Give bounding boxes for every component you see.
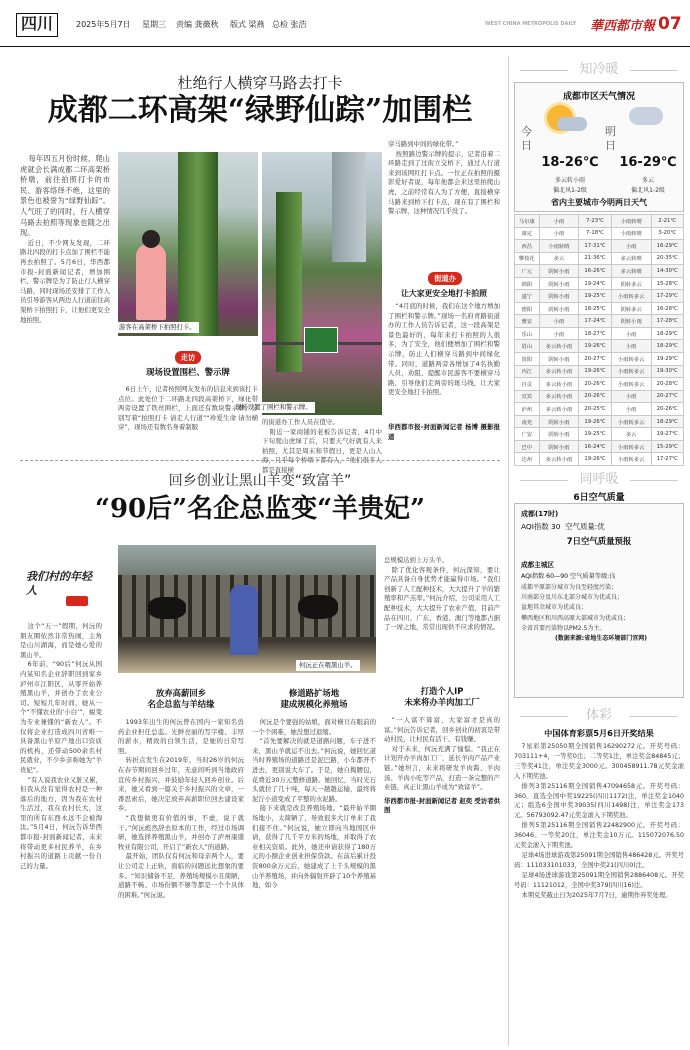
story1-para: 按照路边警示牌的提示，记者沿着二环路走到了过街立交桥下，通过人行道来到该网红打卡点。一位正在拍照的摄影爱好者说，每年他都会来这里拍爬山虎，之前经常有人为了方便，直接横穿马路来到桥下打卡点，现在有了围栏和警示牌，这种情况几乎没了。 (388, 149, 500, 216)
city-weather-cell: 广元 (515, 265, 540, 278)
tomorrow-temp: 16-29℃ (619, 155, 677, 170)
editor-credit: 责编 龚薇秋 (176, 20, 219, 29)
story1-headline: 成都二环高架“绿野仙踪”加围栏 (47, 93, 473, 128)
cloud-icon (557, 117, 587, 131)
city-weather-cell: 多云转小雨 (539, 453, 579, 466)
city-weather-cell: 小雨 (539, 227, 579, 240)
city-weather-row (515, 315, 684, 328)
city-weather-cell: 小雨 (611, 240, 651, 253)
city-weather-cell: 小雨 (611, 340, 651, 353)
lottery-title: 中国体育彩票5月6日开奖结果 (544, 728, 654, 738)
city-weather-cell: 多云转小雨 (539, 378, 579, 391)
story2-para: 何沅是个要强的姑娘，面对横亘在眼前的一个个困难，她没想过退缩。 (252, 718, 376, 736)
air-panel (514, 503, 684, 698)
lottery-results (514, 742, 684, 1042)
city-weather-cell: 17-31℃ (579, 240, 611, 253)
city-weather-cell: 18-25℃ (579, 302, 611, 315)
forecast-line: 川南部分及川东北部分城市为优或良； (521, 594, 624, 602)
city-weather-cell: 小雨 (539, 215, 579, 228)
story2-para: 最开始，团队仅有何沅和母亲两个人，要让公司走上正轨，面临的问题远比想象的要多。“知识储备不足，养殖场规模小且简陋，道路不畅、市场份额不够等都是一个个具体的困难。”何沅说。 (118, 852, 244, 899)
city-weather-cell: 多云转小雨 (539, 365, 579, 378)
story2-headline: “90后”名企总监变“羊贵妃” (94, 494, 425, 524)
lottery-item: 排列5第25116期全国销售22482900元。开奖号码：36046。一等奖20注，单注奖金10万元。115072076.50元奖金滚入下期奖池。 (514, 822, 684, 850)
city-weather-row (515, 440, 684, 453)
story2-intro (20, 622, 102, 1042)
story2-para: “有人说我农业又脏又累，但我从没有觉得农村是一种落后的地方，因为我在农村生活过，我在农村长大，这里的所有东西永远不会被淘汰。”5月4日，何沅告诉华西都市报-封面新闻记者，未来将带动更多村民养羊，在乡村振兴的道路上贡献一份自己的力量。 (20, 775, 102, 870)
story2-kicker: 回乡创业让黑山羊变“致富羊” (168, 473, 352, 489)
city-weather-cell: 阴转小雨 (539, 277, 579, 290)
city-weather-cell: 小雨转多云 (611, 353, 651, 366)
city-weather-cell: 19-26℃ (579, 415, 611, 428)
city-weather-cell: 阴转多云 (611, 302, 651, 315)
story2-para: 6年前，“90后”何沅从国内某知名企业辞职回到家乡泸州市江阳区，从零开始养殖黑山羊，并创办了农业公司。短短几年时间，她从一个“不懂农业的‘小白’”，蜕变为专业兼懂的“新农人”。不仅将企业打造成四川省唯一具备黑山羊原产地出口资质的机构，还带动500余名村民就业，不少乡亲称她为“羊贵妃”。 (20, 660, 102, 774)
story2-para: 转折点发生在2019年，当时26岁的何沅在春节期间回乡过年，无意间听到当地政府宣传乡村振兴，并鼓励年轻人回乡创业。后来，她又看到一篇关于乡村振兴的文章，一番思索后，她决定放弃高薪职位回去建设家乡。 (118, 756, 244, 813)
city-weather-cell: 眉山 (515, 340, 540, 353)
city-weather-cell: 绵阳 (515, 277, 540, 290)
city-weather-cell: 18-27℃ (579, 327, 611, 340)
city-weather-cell: 14-30℃ (651, 265, 683, 278)
forecast-line: 全省首要污染物以PM2.5为主。 (521, 624, 606, 632)
goat-1 (148, 597, 186, 619)
chief-credit: 总检 张浩 (272, 20, 307, 29)
city-weather-cell: 阴转小雨 (539, 415, 579, 428)
city-weather-row (515, 340, 684, 353)
city-weather-cell: 阴转小雨 (539, 428, 579, 441)
city-weather-cell: 19-26℃ (579, 453, 611, 466)
city-weather-cell: 自贡 (515, 378, 540, 391)
city-weather-cell: 3-20℃ (651, 227, 683, 240)
designer-credit: 版式 梁燕 (230, 20, 265, 29)
forecast-title: 7日空气质量预报 (566, 536, 632, 546)
story2-colC (384, 556, 500, 678)
city-weather-cell: 16-28℃ (651, 302, 683, 315)
city-weather-row (515, 453, 684, 466)
air-section-title: 同呼吸 (514, 472, 684, 488)
city-weather-cell: 2-21℃ (651, 215, 683, 228)
bridge-pillar (178, 152, 218, 336)
tomorrow-wind: 偏北风1-2级 (631, 187, 665, 194)
city-weather-cell: 德阳 (515, 302, 540, 315)
city-weather-table-wrap (514, 214, 684, 466)
weather-title: 成都市区天气情况 (562, 92, 635, 102)
tomorrow-desc: 多云 (641, 177, 654, 184)
city-weather-cell: 小雨转多云 (611, 415, 651, 428)
city-weather-row (515, 365, 684, 378)
today-temp: 18-26℃ (541, 155, 599, 170)
city-weather-row (515, 353, 684, 366)
city-weather-cell: 多云转晴 (611, 265, 651, 278)
story2-para: 对于未来，何沅充满了憧憬。“我正在计划开办羊肉加工厂，延长羊肉产品产业链。”她坦言，未来将研发羊肉酱、羊肉汤、羊肉小吃等产品，打造一条完整的产业链，真正让黑山羊成为“致富羊”。 (384, 744, 500, 792)
city-weather-cell: 16-26℃ (579, 265, 611, 278)
city-weather-cell: 20-25℃ (579, 403, 611, 416)
city-weather-cell: 南充 (515, 415, 540, 428)
header-bar (0, 0, 690, 47)
city-weather-row (515, 290, 684, 303)
story1-col3 (262, 418, 382, 474)
tomorrow-label: 明日 (605, 125, 616, 152)
masthead-logo: 華西都市報 (590, 19, 656, 34)
city-weather-cell: 21-36℃ (579, 252, 611, 265)
city-weather-cell: 19-26℃ (579, 365, 611, 378)
city-weather-cell: 小雨转多云 (611, 290, 651, 303)
city-weather-cell: 19-26℃ (579, 340, 611, 353)
story1-para: “4月底的时候，我们在这个地方增加了围栏和警示牌。”现场一名府青路街道办的工作人员告诉记者，这一段高架是景色最好的，每年来打卡拍照的人很多，为了安全，他们便增加了围栏和警示牌，防止人们横穿马路到中间绿化带。同时，道路两旁各增加了4名执勤人员，劝阻、提醒市民游客不要横穿马路，引导他们走两旁的斑马线，让大家更安全地打卡拍照。 (388, 302, 500, 397)
today-desc: 多云转小雨 (554, 177, 585, 184)
city-weather-cell: 小雨 (611, 327, 651, 340)
city-weather-cell: 康定 (515, 227, 540, 240)
city-weather-cell: 多云 (611, 428, 651, 441)
city-weather-cell: 宜宾 (515, 390, 540, 403)
today-wind: 偏北风1-2级 (553, 187, 587, 194)
city-weather-cell: 20-26℃ (651, 403, 683, 416)
lottery-item: 7星彩第25050期全国销售16290272元。开奖号码：703111+4，一等奖0注；二等奖1注，单注奖金84845元；三等奖41注，单注奖金3000元。300458911.78元奖金滚入下期奖池。 (514, 743, 684, 780)
city-weather-cell: 15-29℃ (651, 440, 683, 453)
farmer-figure (230, 585, 258, 655)
city-weather-cell: 19-30℃ (651, 365, 683, 378)
story1-lead: 每年四五月份时候，爬山虎就会长满成都二环高架桥桥墩，前往拍照打卡的市民、游客络绎不绝，这里的景色也被誉为“绿野仙踪”。人气旺了的同时，行人横穿马路去拍照等现象也随之出现。 (20, 154, 110, 238)
story2-colD (384, 716, 500, 1016)
issue-date: 2025年5月7日 (76, 20, 131, 29)
city-weather-cell: 多云转晴 (611, 252, 651, 265)
city-weather-cell: 18-29℃ (651, 415, 683, 428)
forecast-source: (数据来源:省地生态环境部门官网) (555, 635, 647, 643)
story2-para: “一人富不算富，大家富才是真的富。”何沅告诉记者，回乡创业的初衷是带动村民，让村民有活干、有钱赚。 (384, 716, 500, 744)
forecast-line: 盆地其余城市为优或良； (521, 604, 588, 612)
story2-para: 这个“五一”假期，何沅的朋友圈依然非常热闹，主角是山川湖海，而是她心爱的黑山羊。 (20, 622, 102, 659)
column-logo (22, 566, 96, 616)
story1-subhead2: 让大家更安全地打卡拍照 (401, 289, 487, 298)
city-weather-cell: 19-27℃ (651, 428, 683, 441)
logo-accent (66, 596, 88, 606)
city-weather-row (515, 277, 684, 290)
tower-building (332, 152, 366, 262)
lottery-item: 本期兑奖截止日为2025年7月7日，逾期作弃奖处理。 (521, 891, 672, 899)
city-weather-cell: 多云转小雨 (539, 403, 579, 416)
column-logo-text: 我们村的年轻人 (26, 570, 92, 597)
tourist-figure (136, 244, 166, 320)
city-weather-cell: 小雨 (611, 390, 651, 403)
lottery-item: 足球4场进球游戏第25091期全国销售486428元。开奖号码：111033101033，全国中奖21(四川0)注。 (514, 851, 684, 869)
lottery-item: 足球4场进球游戏第25091期全国销售2886408元。开奖号码：11121012，全国中奖379(四川16)注。 (514, 871, 684, 889)
tag-zoufang: 走访 (175, 351, 201, 364)
story1-signature (388, 423, 500, 445)
city-weather-cell: 马尔康 (515, 215, 540, 228)
story2-subhead1: 放弃高薪回乡 名企总监与羊结缘 (147, 688, 215, 709)
city-weather-cell: 遂宁 (515, 290, 540, 303)
city-weather-cell: 20-27℃ (651, 390, 683, 403)
city-weather-cell: 小雨转多云 (611, 453, 651, 466)
city-weather-cell: 20-35℃ (651, 252, 683, 265)
city-weather-cell: 乐山 (515, 327, 540, 340)
story2-subhead3: 打造个人IP 未来将办羊肉加工厂 (404, 686, 480, 707)
story2-para: “我想做更有价值的事，不虚，说干就干。”何沅彪然辞去原本的工作，经过市场调研，她选择养殖黑山羊，并创办了泸州康盛牧业有限公司，开启了“新农人”的道路。 (118, 813, 244, 851)
city-weather-cell: 小雨 (611, 403, 651, 416)
city-weather-cell: 广安 (515, 428, 540, 441)
story2-para: “首先要解决的就是道路问题，车子进不来，黑山羊就运不出去。”何沅说，她回忆道当时养殖场的道路还是泥巴路，小车都开不进去，更别说大车了。于是，她自掏腰包，花费近30万元整修道路。她回忆，当时光石头就拉了几十吨，每天一趟趟运输，最终将泥泞小道变成了平整的水泥路。 (252, 737, 376, 803)
story1-subhead1: 现场设置围栏、警示牌 (146, 367, 230, 377)
story1-col1 (20, 154, 110, 394)
city-weather-cell: 阴转小雨 (539, 290, 579, 303)
story2-para: 除了优化客观条件，何沅深知，要让产品具备自身优势才能赢得市场。“我们创新了人工配种技术，大大提升了羊的繁殖率和产羔率。”何沅介绍，公司采用人工配种技术，大大提升了农业产值，目前产品在四川、广东、香港、澳门等地都占据了一席之地，常常出现供不应求的情况。 (384, 565, 500, 632)
city-weather-cell: 内江 (515, 365, 540, 378)
city-weather-cell: 17-28℃ (651, 315, 683, 328)
city-weather-cell: 阴转小雨 (539, 353, 579, 366)
city-weather-cell: 19-25℃ (579, 428, 611, 441)
story1-photo1 (118, 152, 258, 336)
story2-byline: 华西都市报-封面新闻记者 赵奕 受访者供图 (384, 796, 500, 815)
story-divider (20, 460, 500, 461)
city-weather-cell: 多云转小雨 (539, 390, 579, 403)
city-weather-row (515, 227, 684, 240)
city-weather-cell: 阴转多云 (611, 277, 651, 290)
city-weather-row (515, 215, 684, 228)
story1-col2 (118, 385, 258, 449)
city-weather-row (515, 403, 684, 416)
city-weather-cell: 19-29℃ (651, 353, 683, 366)
cloud-icon (629, 107, 663, 125)
story1-byline: 华西都市报-封面新闻记者 杨博 摄影报道 (388, 423, 500, 441)
city-weather-row (515, 327, 684, 340)
city-weather-cell: 20-26℃ (579, 378, 611, 391)
city-weather-cell: 17-29℃ (651, 290, 683, 303)
city-weather-cell: 达州 (515, 453, 540, 466)
city-weather-cell: 18-29℃ (651, 327, 683, 340)
story1-caption1: 游客在高架桥下拍照打卡。 (116, 322, 199, 333)
city-weather-cell: 小雨 (539, 327, 579, 340)
city-weather-cell: 19-24℃ (579, 277, 611, 290)
story1-para: 附近一家商铺的老板告诉记者，4月中下旬爬山虎绿了后，只要天气好就有人来拍照，尤其是周末和节假日，更是人山人海，几乎每个桥墩下都有人，“他们很多人都是直接横 (262, 427, 382, 474)
city-weather-cell: 小雨转多云 (611, 378, 651, 391)
lottery-section-title: 体彩 (514, 708, 684, 724)
city-weather-cell: 阴转小雨 (539, 440, 579, 453)
story2-colA (118, 718, 244, 1040)
city-weather-cell: 小雨转晴 (611, 227, 651, 240)
page-number: 07 (658, 14, 682, 34)
city-weather-cell: 巴中 (515, 440, 540, 453)
city-weather-cell: 小雨转多云 (611, 440, 651, 453)
forecast-line: 成都平原部分城市为良至轻度污染； (521, 584, 618, 591)
city-weather-cell: 多云 (539, 252, 579, 265)
story1-caption2: 现场设置了围栏和警示牌。 (232, 402, 315, 413)
city-weather-cell: 20-27℃ (579, 353, 611, 366)
story1-photo2 (262, 152, 382, 415)
city-weather-cell: 7-18℃ (579, 227, 611, 240)
story1-col4 (388, 140, 500, 266)
city-weather-cell: 18-29℃ (651, 340, 683, 353)
section-name: 四川 (16, 13, 58, 37)
weather-section-title: 知冷暖 (514, 62, 684, 78)
city-weather-cell: 17-27℃ (651, 453, 683, 466)
tourist-head (142, 230, 160, 248)
story1-col5 (388, 302, 500, 422)
story2-photo (118, 545, 376, 673)
today-label: 今日 (521, 125, 532, 152)
story1-para: 的街道办工作人员在值守。 (262, 418, 339, 426)
story1-kicker: 杜绝行人横穿马路去打卡 (177, 74, 343, 92)
city-weather-cell: 阴转小雨 (611, 315, 651, 328)
warning-sign (304, 327, 338, 353)
chengdu-hour: 成都(17时) (521, 510, 559, 518)
city-weather-row (515, 302, 684, 315)
city-weather-cell: 攀枝花 (515, 252, 540, 265)
city-weather-row (515, 428, 684, 441)
city-weather-row (515, 240, 684, 253)
city-weather-row (515, 265, 684, 278)
city-weather-cell: 16-24℃ (579, 440, 611, 453)
sidebar-divider (508, 56, 509, 1046)
city-weather-cell: 20-28℃ (651, 378, 683, 391)
forecast-region: 成都主城区 (521, 561, 554, 569)
province-weather-title: 省内主要城市今明两日天气 (551, 198, 647, 207)
city-weather-cell: 阴转小雨 (539, 265, 579, 278)
city-weather-cell: 阴转小雨 (539, 302, 579, 315)
forecast-line: 攀西地区和川西高原大部城市为优或良； (521, 614, 630, 622)
city-weather-row (515, 390, 684, 403)
city-weather-cell: 小雨转晴 (539, 240, 579, 253)
story2-caption: 何沅正在喂黑山羊。 (296, 660, 360, 671)
story2-para: 1993年出生的何沅曾在国内一家知名兽药企业担任总监。光鲜亮丽的写字楼、丰厚的薪水，精致的白领生活，是她的日常写照。 (118, 718, 244, 755)
air-title: 6日空气质量 (573, 493, 625, 503)
city-weather-cell: 泸州 (515, 403, 540, 416)
paper-english-name: WEST CHINA METROPOLIS DAILY (485, 21, 577, 27)
city-weather-cell: 7-23℃ (579, 215, 611, 228)
city-weather-table (514, 214, 684, 466)
city-weather-cell: 小雨转晴 (611, 215, 651, 228)
story2-subhead2: 修道路扩场地 建成规模化养殖场 (280, 688, 348, 709)
city-weather-cell: 小雨转多云 (611, 365, 651, 378)
story2-para: 总规模达到上万头羊。 (384, 556, 448, 564)
city-weather-cell: 西昌 (515, 240, 540, 253)
city-weather-row (515, 378, 684, 391)
story1-para: 穿马路到中间的绿化带。” (388, 140, 459, 148)
city-weather-cell: 资阳 (515, 353, 540, 366)
story2-para: 接下来就是改良养殖场地。“最开始羊圈场地小，太简陋了，导致很多大订单来了我们接不住。”何沅说，她立即向当地国区申请，获得了几千平方米的场地，并取得了农业相关资质。此外，她还申请获得了180万元的小额企业创业担保贷款。在前后累计投资800余万元后，她建成了上千头规模的黑山羊养殖场，并向外辐射开辟了10个养殖基地，如今 (252, 804, 376, 890)
city-weather-cell: 17-24℃ (579, 315, 611, 328)
city-weather-cell: 多云转小雨 (539, 340, 579, 353)
city-weather-cell: 20-26℃ (579, 390, 611, 403)
story1-para: 6日上午，记者按照网友发布的信息来到该打卡点位。此处位于二环路北四段高架桥下，绿化带两旁设置了铁丝围栏，上面还有数块警示牌，分别写着“拍照打卡 请走人行道”“珍爱生命 请勿横穿”，现场还有数名身着制服 (118, 385, 258, 432)
goat-2 (298, 595, 338, 619)
city-weather-cell: 15-28℃ (651, 277, 683, 290)
city-weather-row (515, 415, 684, 428)
city-weather-row (515, 252, 684, 265)
ivy-pillar (276, 192, 302, 372)
city-weather-cell: 19-25℃ (579, 290, 611, 303)
city-weather-cell: 雅安 (515, 315, 540, 328)
story1-para: 近日，不少网友发现，二环路北四段的打卡点加了围栏不能再去拍照了。5月6日，华西都市报-封面新闻记者，增加围栏、警示牌是为了防止行人横穿马路，同时现场还安排了工作人员引导游客从两边人行道前往高架桥下拍照打卡，让他们更安全地拍照。 (20, 238, 110, 324)
weather-panel (514, 82, 684, 212)
aqi-line: AQI指数 30 空气质量:优 (521, 522, 605, 531)
forecast-text (521, 583, 681, 644)
lottery-item: 排列3第25116期全国销售47094658元。开奖号码：360。直选全国中奖19225(四川1172)注，单注奖金1040元；组选6全国中奖39035(四川1498)注，单注奖金173元。56793092.47元奖金滚入下期奖池。 (514, 782, 684, 820)
issue-weekday: 星期三 (142, 20, 166, 29)
city-weather-cell: 小雨 (539, 315, 579, 328)
story2-colB (252, 718, 376, 1040)
tag-jiedaoban: 街道办 (428, 272, 462, 285)
city-weather-cell: 16-29℃ (651, 240, 683, 253)
forecast-aqi: AQI指数 60—90 空气质量等级:良 (521, 573, 616, 580)
